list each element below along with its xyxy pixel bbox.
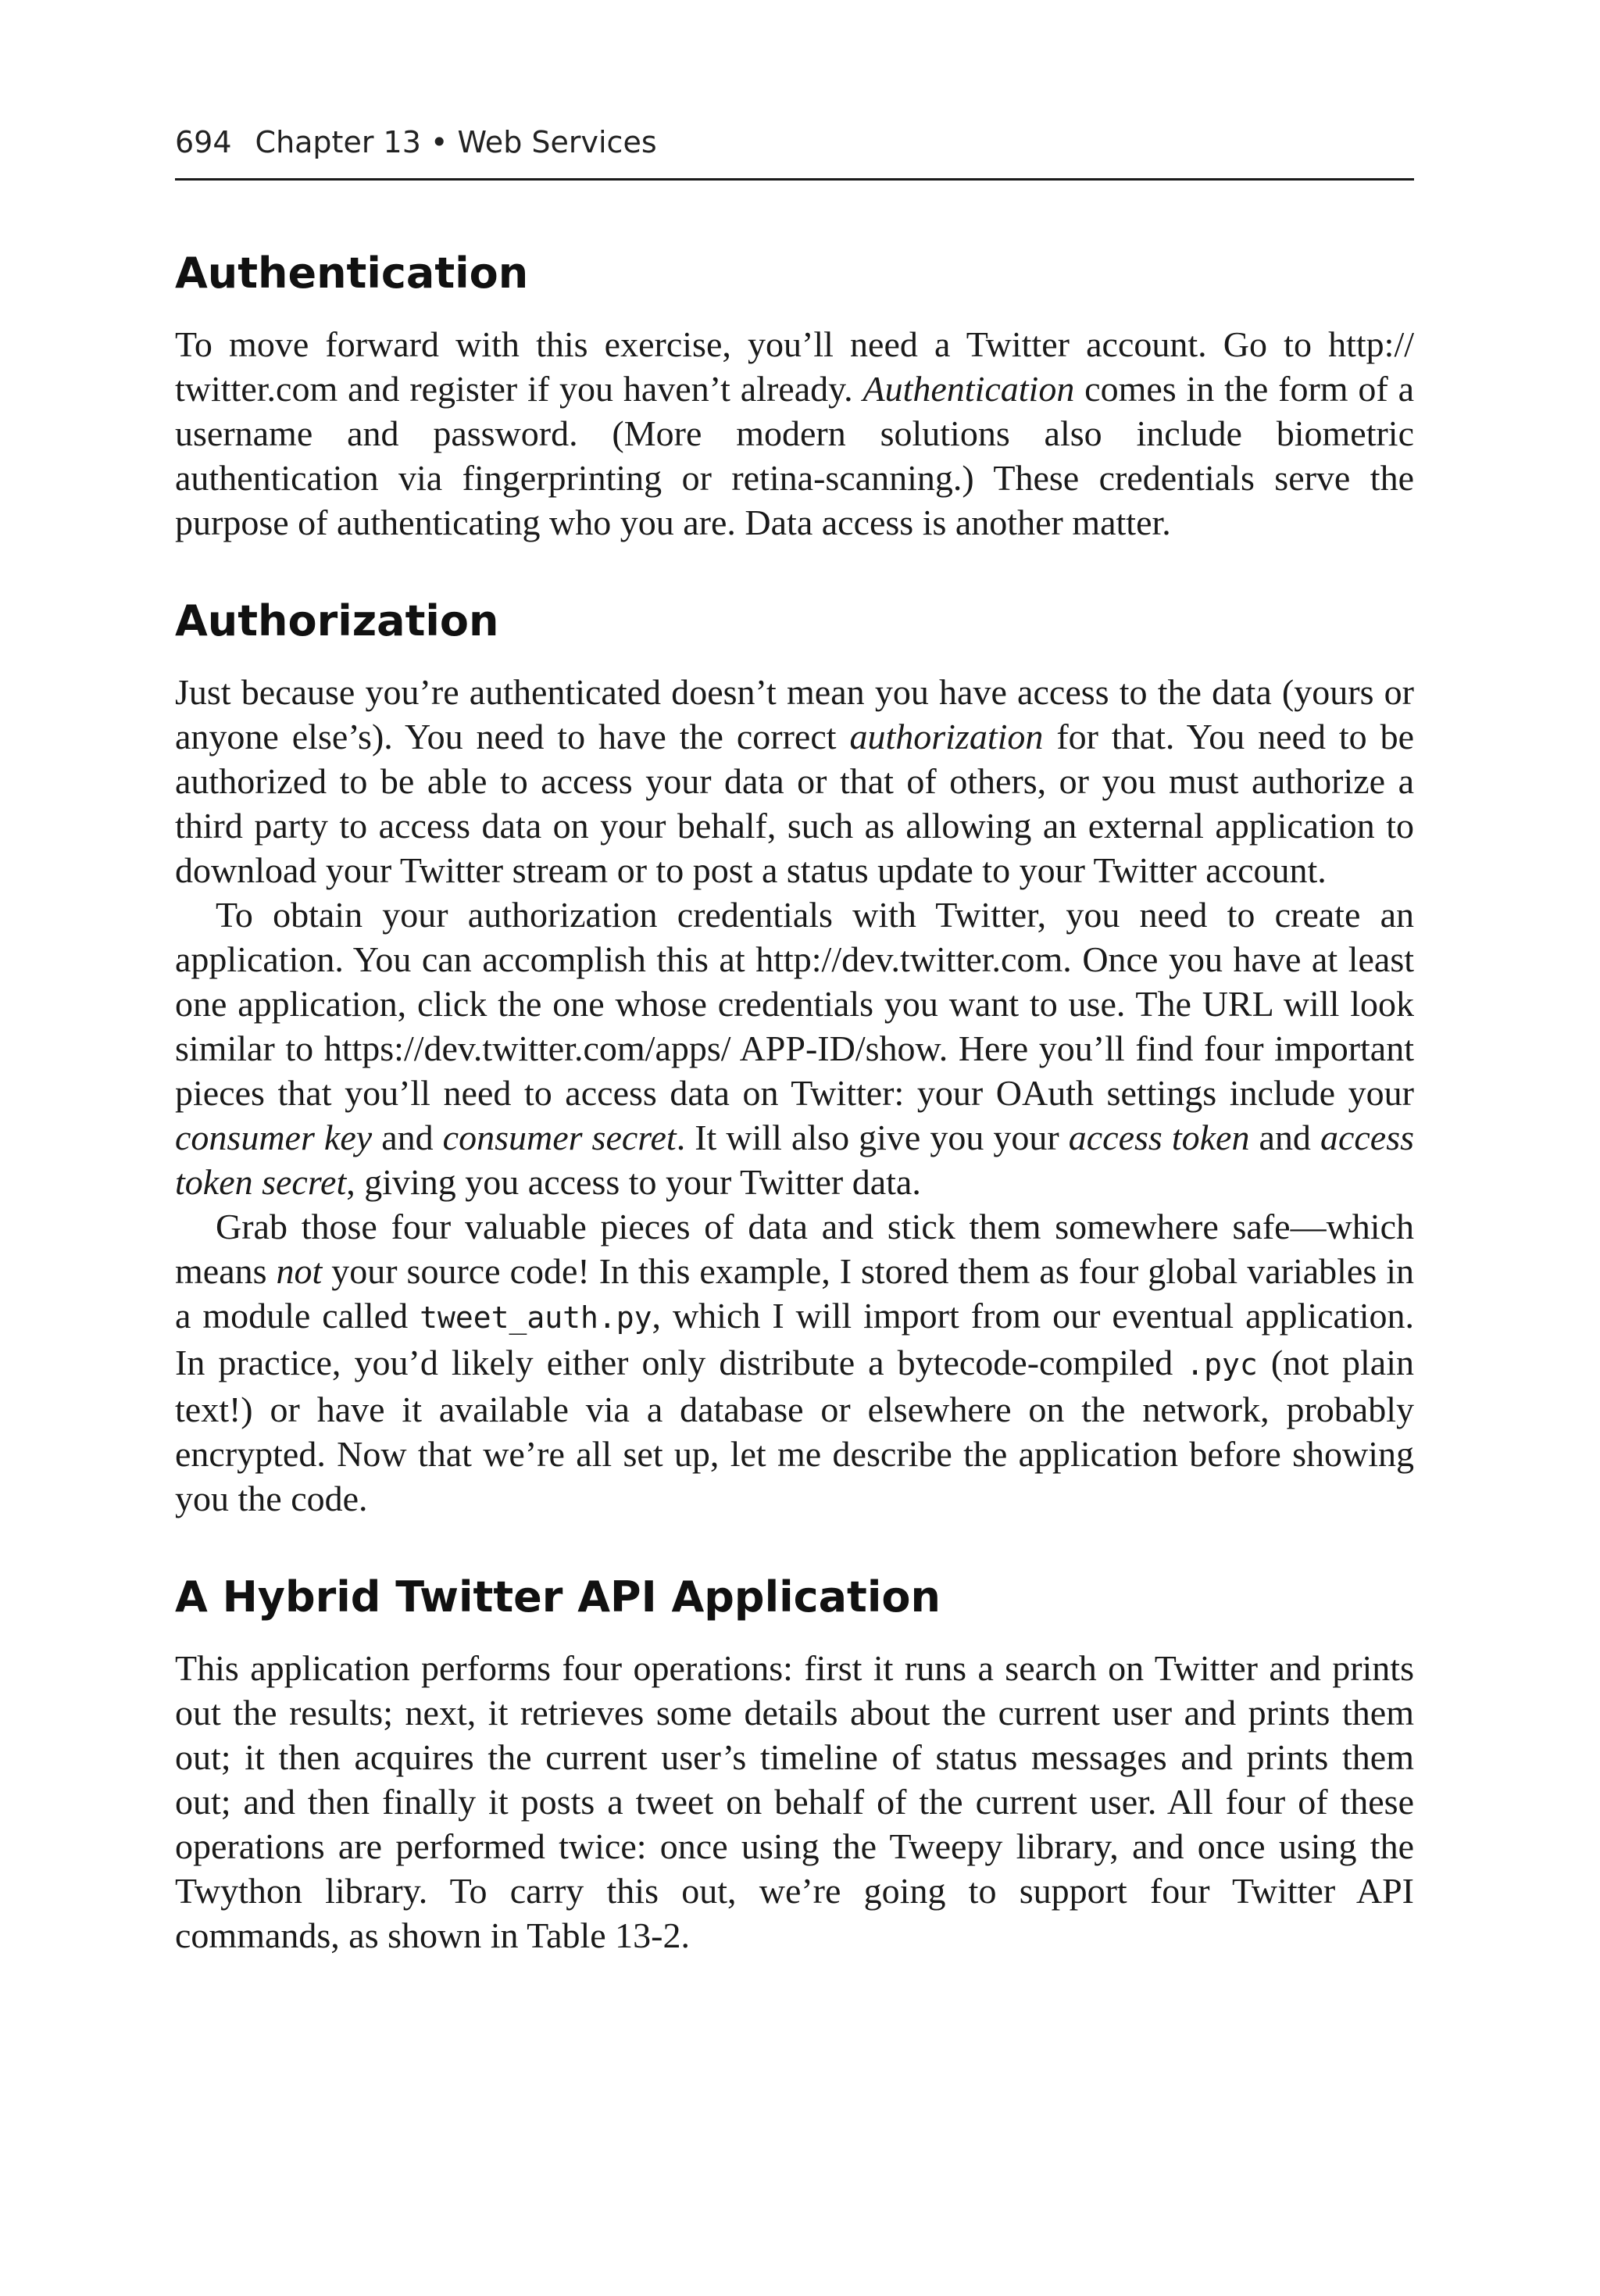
paragraph-authorization-1: Just because you’re authenticated doesn’t mean you have access to the data (yours or anyone else’s). You need to have the correct authorization for that. You need to be authorized to be able to access your data or that of others, or you must authorize a third party to access data on your behalf, such as allowing an external application to download your Twitter stream or to post a status update to your Twitter account. bbox=[175, 672, 1414, 890]
chapter-title: Chapter 13 • Web Services bbox=[255, 125, 657, 159]
code-tweet-auth: tweet_auth.py bbox=[420, 1300, 652, 1335]
paragraph-authentication: To move forward with this exercise, you’ll need a Twitter account. Go to http:// twitter.com and register if you haven’t already. Authentication comes in the form of a username and password. (More modern solutions also include biometric authentication via fingerprinting or retina-scanning.) These credentials serve the purpose of authenticating who you are. Data access is another matter. bbox=[175, 324, 1414, 542]
running-head bbox=[175, 117, 1414, 167]
paragraph-hybrid: This application performs four operations: first it runs a search on Twitter and prints out the results; next, it retrieves some details about the current user and prints them out; it then acquires the current user’s timeline of status messages and prints them out; and then finally it posts a tweet on behalf of the current user. All four of these operations are performed twice: once using the Tweepy library, and once using the Twython library. To carry this out, we’re going to support four Twitter API commands, as shown in Table 13-2. bbox=[175, 1648, 1414, 1955]
paragraph-authorization-3: Grab those four valuable pieces of data and stick them somewhere safe—which means not your source code! In this example, I stored them as four global variables in a module called tweet_auth.py, which I will import from our eventual application. In practice, you’d likely either only distribute a bytecode-compiled .pyc (not plain text!) or have it available via a database or elsewhere on the network, probably encrypted. Now that we’re all set up, let me describe the application before showing you the code. bbox=[175, 1207, 1415, 1518]
heading-hybrid-twitter-api-application: A Hybrid Twitter API Application bbox=[175, 1572, 941, 1622]
heading-authorization: Authorization bbox=[175, 596, 499, 646]
paragraph-authorization-2: To obtain your authorization credentials with Twitter, you need to create an application. You can accomplish this at http://dev.twitter.com. Once you have at least one application, click the one whose credentials you want to use. The URL will look similar to https://dev.twitter.com/apps/ APP-ID/show. Here you’ll find four important pieces that you’ll need to access data on Twitter: your OAuth settings include your consumer key and consumer secret. It will also give you your access token and access token secret, giving you access to your Twitter data. bbox=[175, 895, 1415, 1202]
header-rule bbox=[175, 178, 1414, 181]
heading-authentication: Authentication bbox=[175, 249, 529, 298]
code-pyc: .pyc bbox=[1186, 1347, 1258, 1382]
page-number: 694 bbox=[175, 125, 232, 159]
page-body bbox=[175, 231, 1414, 1958]
